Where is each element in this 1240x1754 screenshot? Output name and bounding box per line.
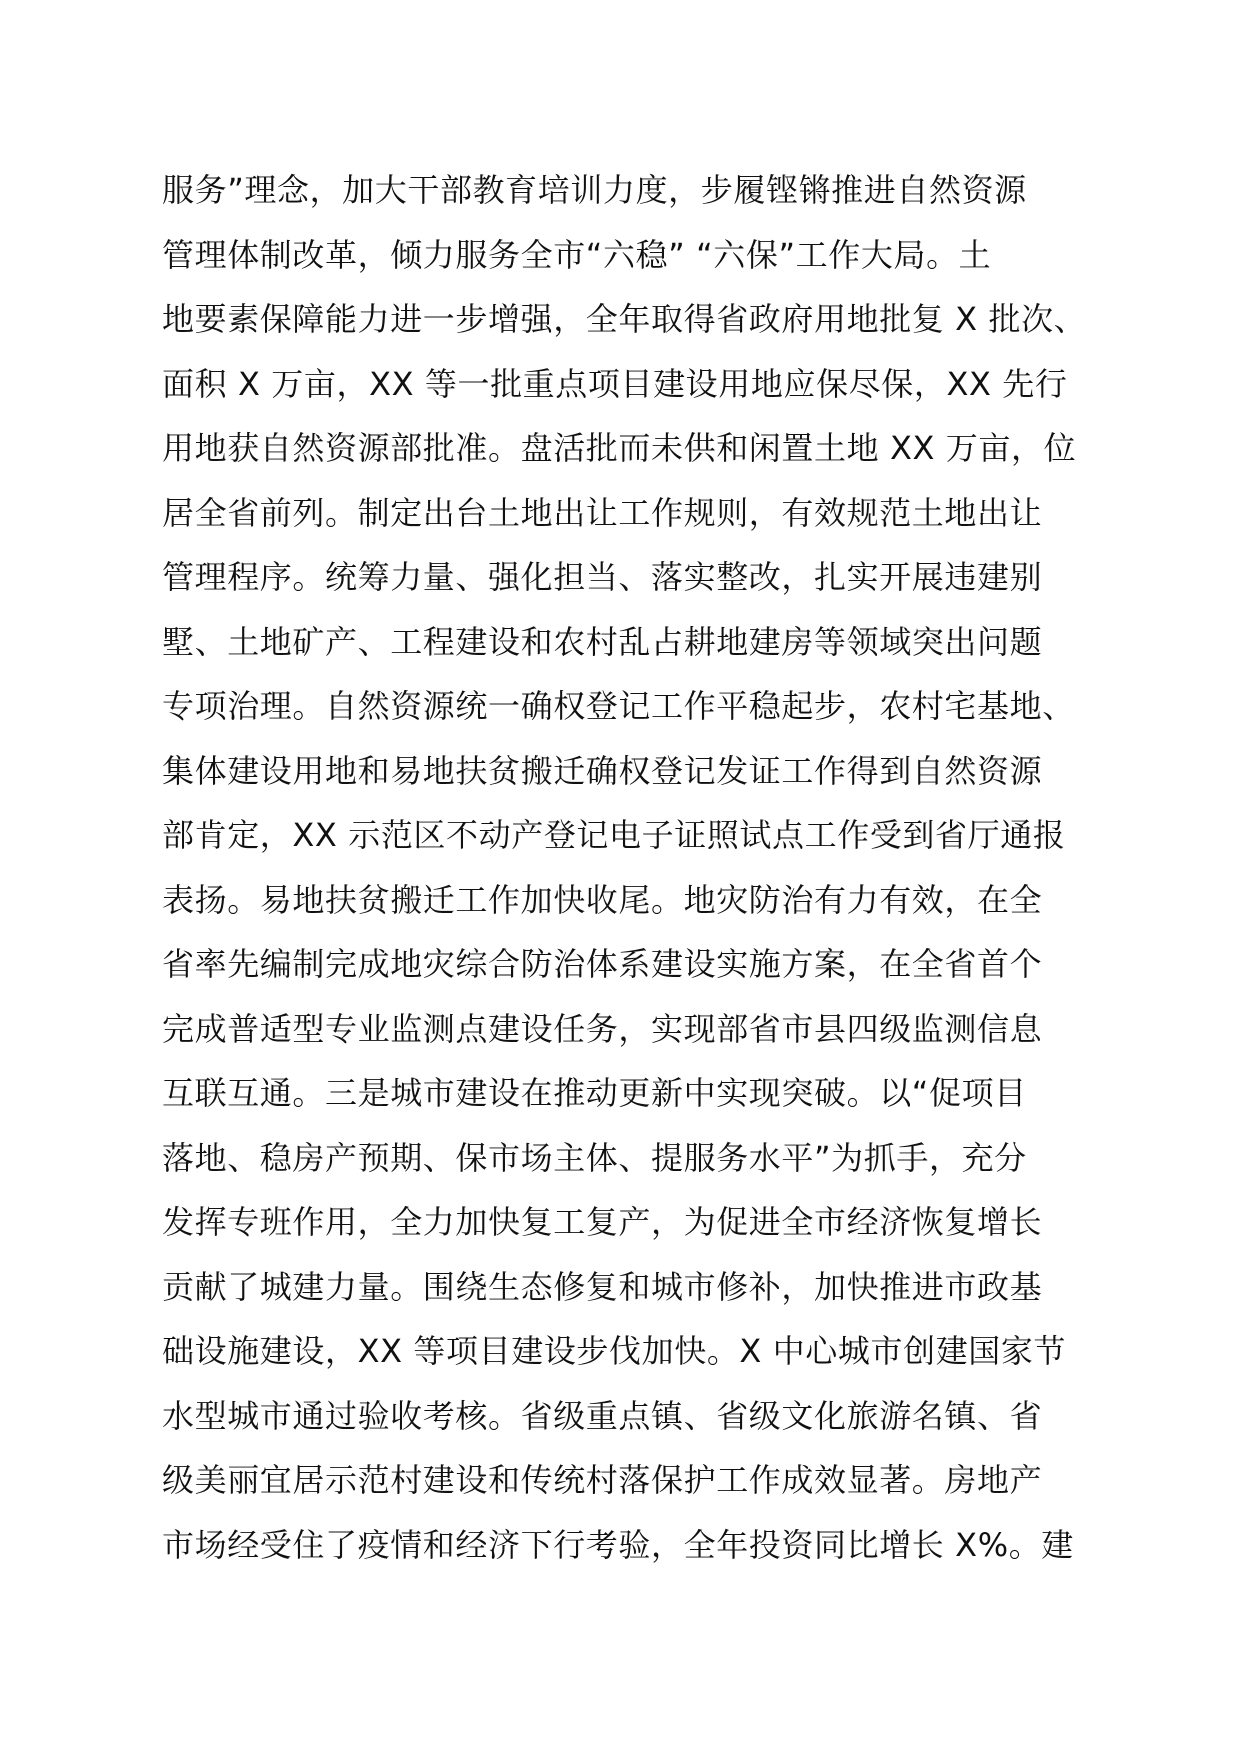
text-line: 级美丽宜居示范村建设和传统村落保护工作成效显著。房地产 — [162, 1461, 1043, 1499]
text-line: 墅、土地矿产、工程建设和农村乱占耕地建房等领域突出问题 — [162, 622, 1043, 661]
text-line: 集体建设用地和易地扶贫搬迁确权登记发证工作得到自然资源 — [162, 751, 1043, 790]
text-line: 管理程序。统筹力量、强化担当、落实整改，扎实开展违建别 — [162, 558, 1043, 596]
text-line: 础设施建设，XX 等项目建设步伐加快。X 中心城市创建国家节 — [162, 1332, 1067, 1370]
text-line: 专项治理。自然资源统一确权登记工作平稳起步，农村宅基地、 — [162, 687, 1075, 725]
text-line: 发挥专班作用，全力加快复工复产，为促进全市经济恢复增长 — [162, 1203, 1043, 1241]
text-line: 表扬。易地扶贫搬迁工作加快收尾。地灾防治有力有效，在全 — [162, 880, 1043, 919]
text-line: 贡献了城建力量。围绕生态修复和城市修补，加快推进市政基 — [162, 1267, 1043, 1306]
text-line: 服务”理念，加大干部教育培训力度，步履铿锵推进自然资源 — [162, 171, 1027, 209]
text-line: 水型城市通过验收考核。省级重点镇、省级文化旅游名镇、省 — [162, 1396, 1043, 1435]
text-line: 完成普适型专业监测点建设任务，实现部省市县四级监测信息 — [162, 1009, 1043, 1048]
text-line: 面积 X 万亩，XX 等一批重点项目建设用地应保尽保，XX 先行 — [162, 364, 1068, 403]
text-line: 落地、稳房产预期、保市场主体、提服务水平”为抓手，充分 — [162, 1138, 1027, 1177]
text-line: 市场经受住了疫情和经济下行考验，全年投资同比增长 X%。建 — [162, 1525, 1074, 1564]
text-line: 居全省前列。制定出台土地出让工作规则，有效规范土地出让 — [162, 493, 1043, 532]
text-line: 用地获自然资源部批准。盘活批而未供和闲置土地 XX 万亩，位 — [162, 429, 1077, 467]
text-line: 部肯定，XX 示范区不动产登记电子证照试点工作受到省厅通报 — [162, 816, 1066, 854]
text-line: 互联互通。三是城市建设在推动更新中实现突破。以“促项目 — [162, 1074, 1027, 1112]
body-text — [162, 158, 1102, 1577]
text-line: 地要素保障能力进一步增强，全年取得省政府用地批复 X 批次、 — [162, 300, 1087, 338]
text-line: 管理体制改革，倾力服务全市“六稳” “六保”工作大局。土 — [162, 235, 992, 274]
text-line: 省率先编制完成地灾综合防治体系建设实施方案，在全省首个 — [162, 945, 1043, 983]
